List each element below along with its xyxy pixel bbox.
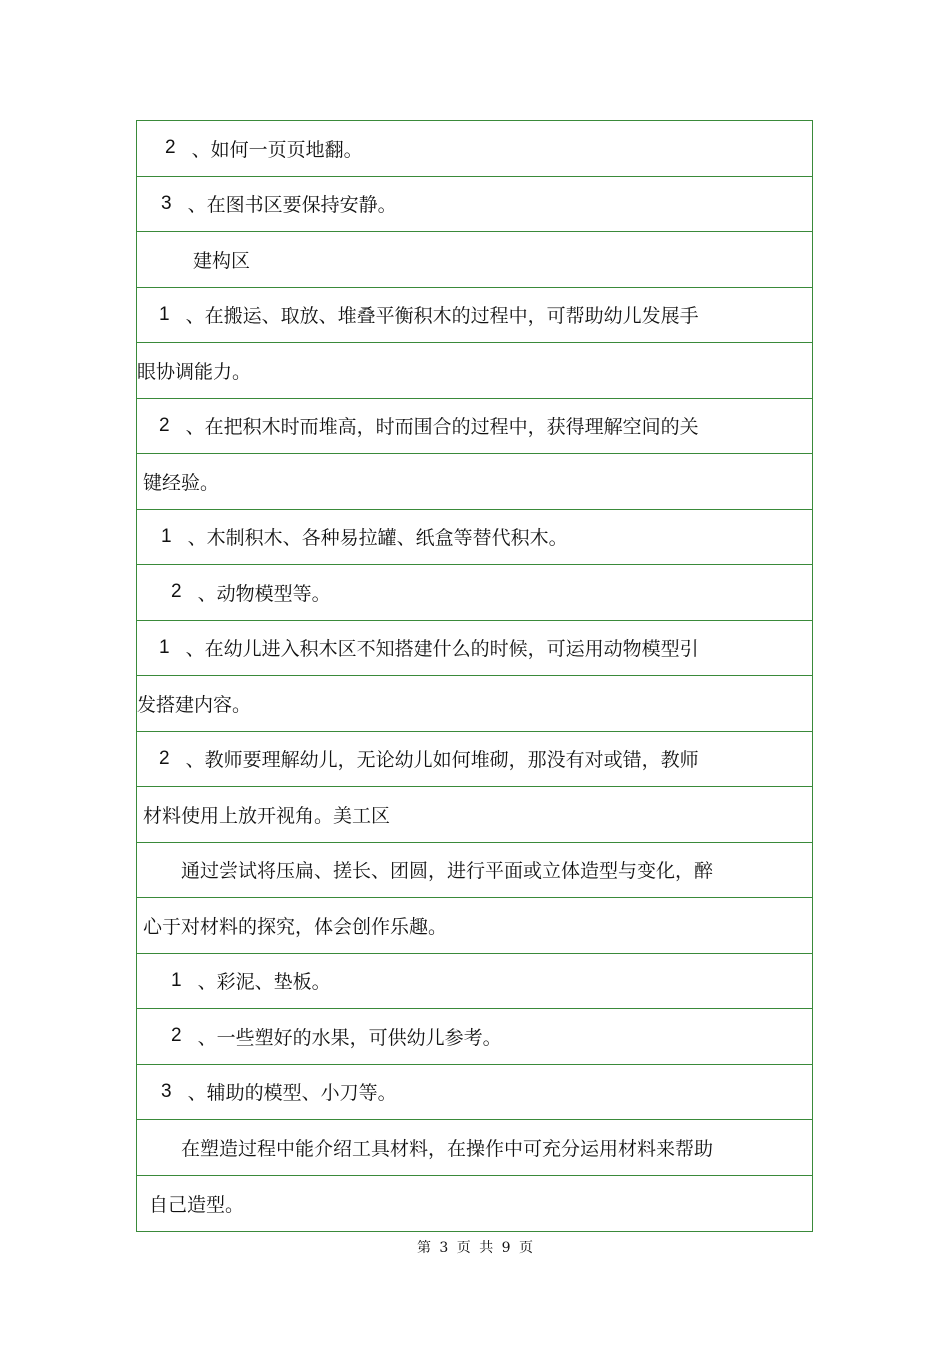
document-table [136, 120, 813, 1232]
row-text: 、一些塑好的水果，可供幼儿参考。 [197, 1026, 502, 1049]
table-row [137, 121, 812, 177]
row-text: 发搭建内容。 [137, 693, 252, 716]
table-row [137, 343, 812, 399]
row-text: 通过尝试将压扁、搓长、团圆，进行平面或立体造型与变化，醉 [181, 860, 714, 883]
row-text: 、木制积木、各种易拉罐、纸盒等替代积木。 [187, 527, 568, 550]
row-text: 、在把积木时而堆高，时而围合的过程中，获得理解空间的关 [185, 416, 699, 439]
table-row [137, 288, 812, 344]
table-row [137, 232, 812, 288]
table-row [137, 954, 812, 1010]
row-text: 在塑造过程中能介绍工具材料，在操作中可充分运用材料来帮助 [181, 1137, 714, 1160]
item-number: 1 [159, 303, 170, 325]
table-row [137, 399, 812, 455]
item-number: 2 [159, 414, 170, 436]
item-number: 3 [161, 1080, 172, 1102]
row-text: 、在幼儿进入积木区不知搭建什么的时候，可运用动物模型引 [185, 638, 699, 661]
row-text: 、在搬运、取放、堆叠平衡积木的过程中，可帮助幼儿发展手 [185, 305, 699, 328]
table-row [137, 1120, 812, 1176]
item-number: 2 [165, 137, 176, 159]
row-text: 建构区 [193, 249, 251, 272]
table-row [137, 565, 812, 621]
item-number: 1 [161, 525, 172, 547]
table-row [137, 676, 812, 732]
table-row [137, 898, 812, 954]
table-row [137, 510, 812, 566]
row-text: 、辅助的模型、小刀等。 [187, 1082, 397, 1105]
item-number: 2 [171, 581, 182, 603]
row-text: 、彩泥、垫板。 [197, 971, 331, 994]
row-text: 材料使用上放开视角。美工区 [143, 804, 391, 827]
table-row [137, 177, 812, 233]
row-text: 、动物模型等。 [197, 582, 331, 605]
item-number: 2 [159, 747, 170, 769]
item-number: 2 [171, 1025, 182, 1047]
page-footer: 第 3 页 共 9 页 [416, 1240, 534, 1256]
item-number: 1 [159, 636, 170, 658]
row-text: 、如何一页页地翻。 [191, 138, 363, 161]
row-text: 自己造型。 [149, 1193, 245, 1216]
item-number: 3 [161, 192, 172, 214]
row-text: 、教师要理解幼儿，无论幼儿如何堆砌，那没有对或错，教师 [185, 749, 699, 772]
row-text: 心于对材料的探究，体会创作乐趣。 [143, 915, 448, 938]
row-text: 、在图书区要保持安静。 [187, 194, 397, 217]
table-row [137, 732, 812, 788]
table-row [137, 1065, 812, 1121]
table-row [137, 1009, 812, 1065]
table-row [137, 1176, 812, 1232]
row-text: 键经验。 [143, 471, 220, 494]
table-row [137, 621, 812, 677]
item-number: 1 [171, 969, 182, 991]
row-text: 眼协调能力。 [137, 360, 252, 383]
table-row [137, 454, 812, 510]
table-row [137, 787, 812, 843]
table-row [137, 843, 812, 899]
